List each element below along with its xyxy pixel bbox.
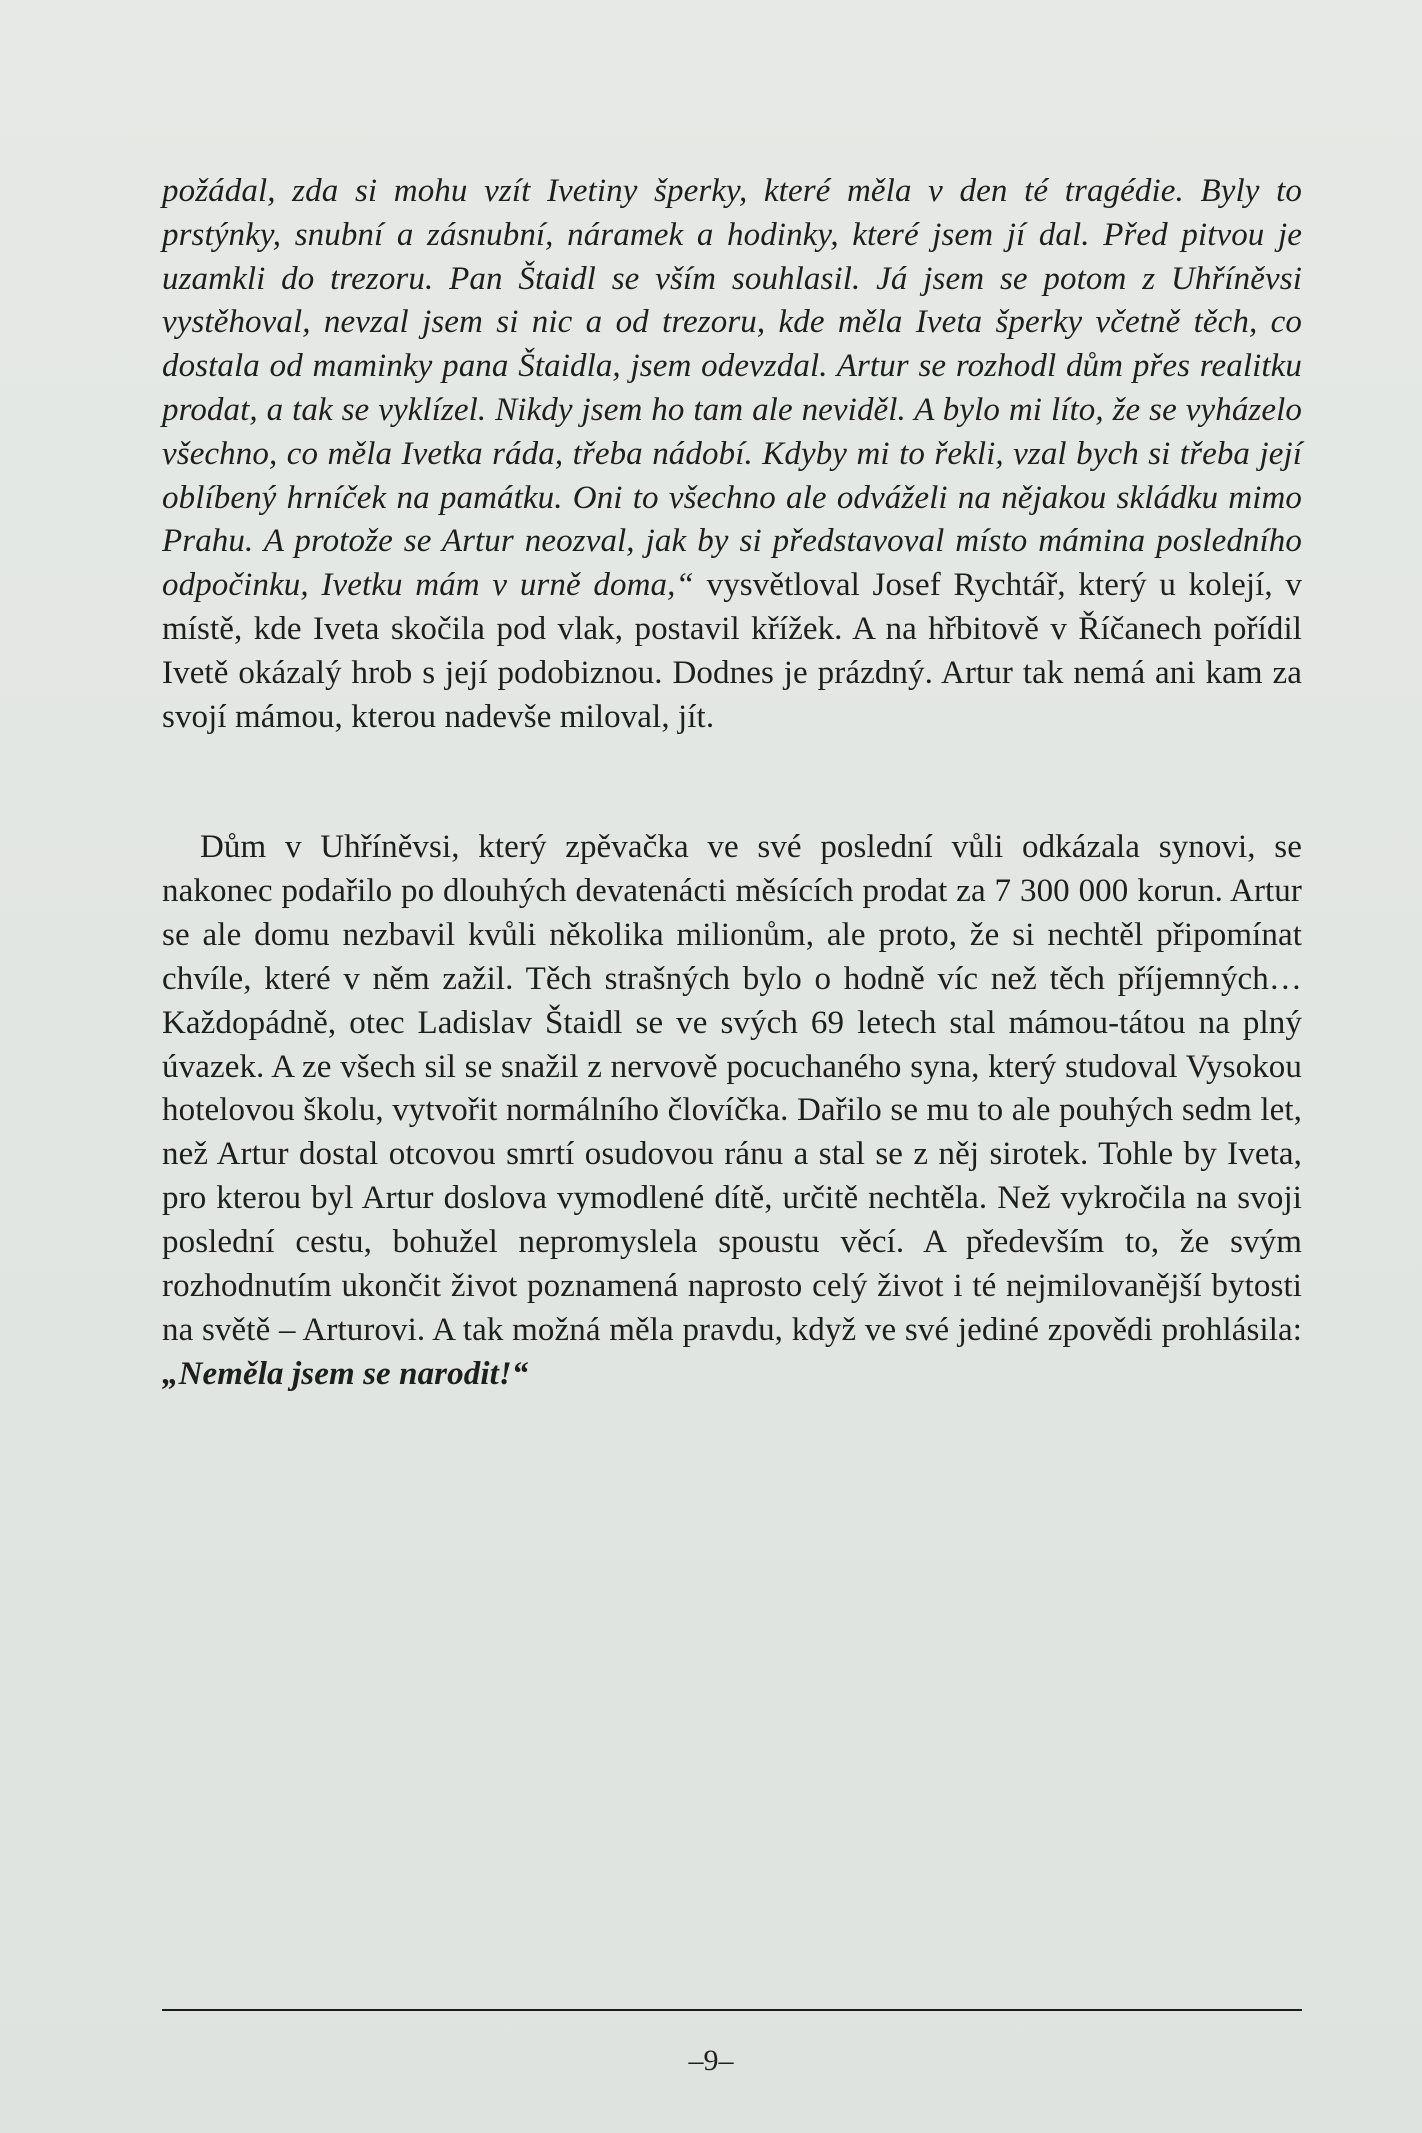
body-paragraph: [162, 826, 1302, 1397]
quote-italic-text: požádal, zda si mohu vzít Ivetiny šperky, které měla v den té tragédie. Byly to prstýnky, snubní a zásnubní, náramek a hodinky, které jsem jí dal. Před pitvou je uzamkli do trezoru. Pan Štaidl se vším souhlasil. Já jsem se potom z Uhříněvsi vystěhoval, nevzal jsem si nic a od trezoru, kde měla Iveta šperky včetně těch, co dostala od maminky pana Štaidla, jsem odevzdal. Artur se rozhodl dům přes realitku prodat, a tak se vyklízel. Nikdy jsem ho tam ale neviděl. A bylo mi líto, že se vyházelo všechno, co měla Ivetka ráda, třeba nádobí. Kdyby mi to řekli, vzal bych si třeba její oblíbený hrníček na památku. Oni to všechno ale odváželi na nějakou skládku mimo Prahu. A protože se Artur neozval, jak by si představoval místo mámina posledního odpočinku, Ivetku mám v urně doma,“: [162, 173, 1302, 604]
body-paragraph-text: Dům v Uhříněvsi, který zpěvačka ve své poslední vůli odkázala synovi, se nakonec podařilo po dlouhých devatenácti měsících prodat za 7 300 000 korun. Artur se ale domu nezbavil kvůli několika milionům, ale proto, že si nechtěl připomínat chvíle, které v něm zažil. Těch strašných bylo o hodně víc než těch příjemných… Každopádně, otec Ladislav Štaidl se ve svých 69 letech stal mámou-tátou na plný úvazek. A ze všech sil se snažil z nervově pocuchaného syna, který studoval Vysokou hotelovou školu, vytvořit normálního človíčka. Dařilo se mu to ale pouhých sedm let, než Artur dostal otcovou smrtí osudovou ránu a stal se z něj sirotek. Tohle by Iveta, pro kterou byl Artur doslova vymodlené dítě, určitě nechtěla. Než vykročila na svoji poslední cestu, bohužel nepromyslela spoustu věcí. A především to, že svým rozhodnutím ukončit život poznamená naprosto celý život i té nejmilovanější bytosti na světě – Arturovi. A tak možná měla pravdu, když ve své jediné zpovědi prohlásila:: [162, 829, 1302, 1348]
quote-paragraph: [162, 170, 1302, 739]
footer-divider: [162, 2009, 1302, 2011]
page-number: –9–: [688, 2044, 734, 2077]
closing-quote-emphasis: „Neměla jsem se narodit!“: [162, 1355, 529, 1392]
quote-attribution-text: vysvětloval Josef Rychtář, který u kolejí, v místě, kde Iveta skočila pod vlak, postavil křížek. A na hřbitově v Říčanech pořídil Ivetě okázalý hrob s její podobiznou. Dodnes je prázdný. Artur tak nemá ani kam za svojí mámou, kterou nadevše miloval, jít.: [162, 567, 1303, 735]
